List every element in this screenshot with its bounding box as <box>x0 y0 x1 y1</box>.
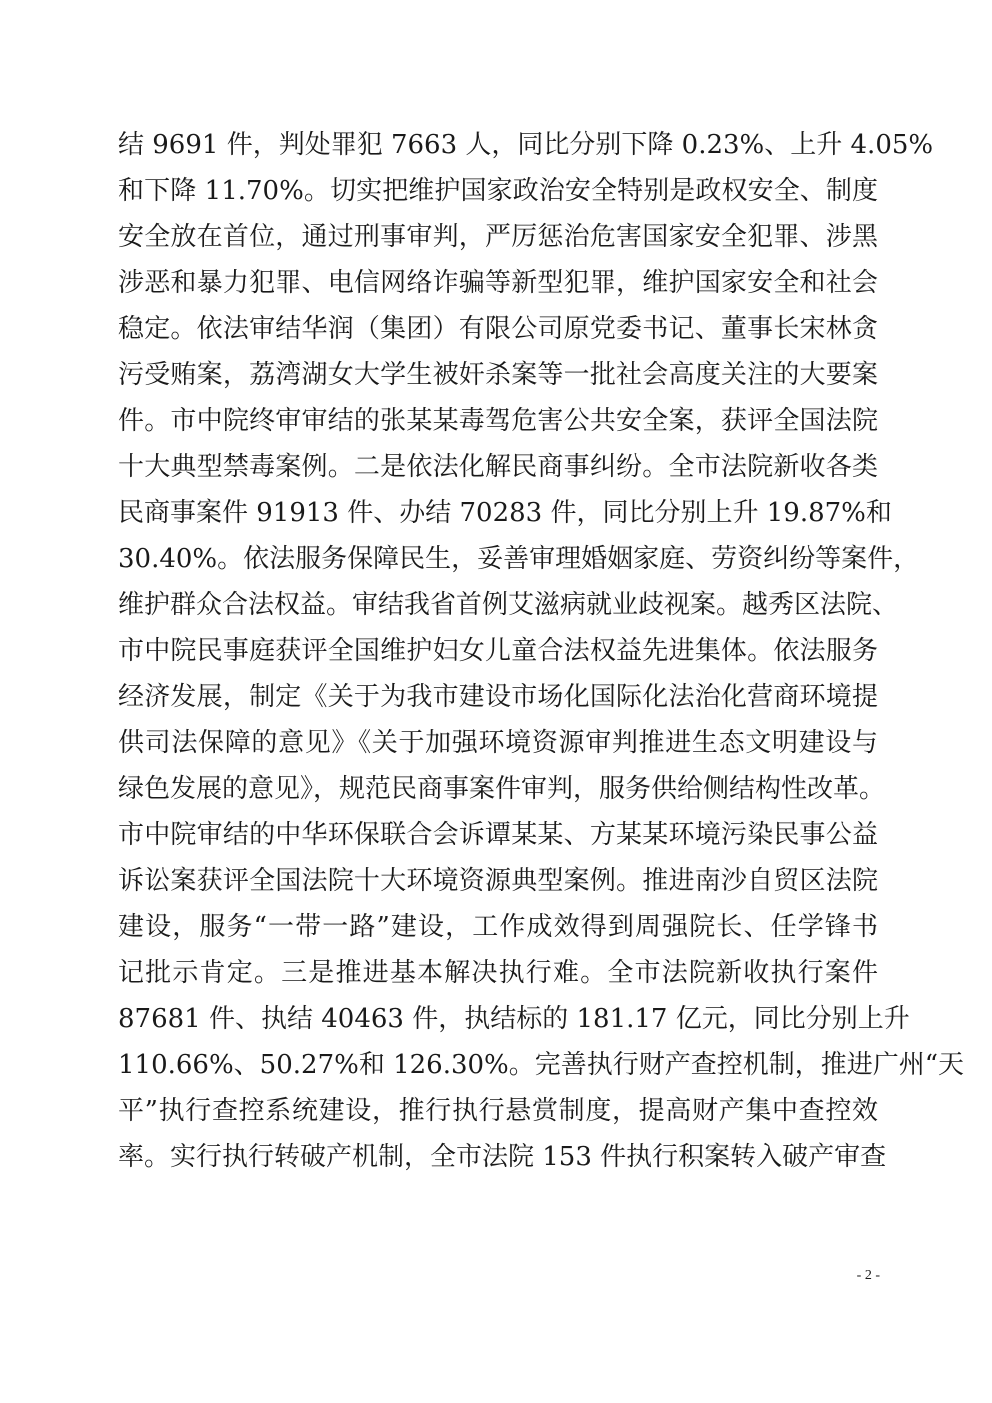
text-line-8: 十大典型禁毒案例。二是依法化解民商事纠纷。全市法院新收各类 <box>118 452 878 482</box>
text-line-21: 110.66%、50.27%和 126.30%。完善执行财产查控机制，推进广州“天 <box>118 1050 965 1080</box>
text-line-20: 87681 件、执结 40463 件，执结标的 181.17 亿元，同比分别上升 <box>118 1004 910 1034</box>
body-paragraph <box>118 122 965 1180</box>
text-line-2: 和下降 11.70%。切实把维护国家政治安全特别是政权安全、制度 <box>118 176 878 206</box>
text-line-19: 记批示肯定。三是推进基本解决执行难。全市法院新收执行案件 <box>118 958 878 988</box>
page-number: - 2 - <box>856 1268 880 1283</box>
text-line-7: 件。市中院终审审结的张某某毒驾危害公共安全案，获评全国法院 <box>118 406 878 436</box>
text-line-18: 建设，服务“一带一路”建设，工作成效得到周强院长、任学锋书 <box>118 912 878 942</box>
text-line-15: 绿色发展的意见》，规范民商事案件审判，服务供给侧结构性改革。 <box>118 774 886 804</box>
text-line-14: 供司法保障的意见》《关于加强环境资源审判推进生态文明建设与 <box>118 728 878 758</box>
text-line-23: 率。实行执行转破产机制，全市法院 153 件执行积案转入破产审查 <box>118 1142 887 1172</box>
text-line-12: 市中院民事庭获评全国维护妇女儿童合法权益先进集体。依法服务 <box>118 636 878 666</box>
text-line-9: 民商事案件 91913 件、办结 70283 件，同比分别上升 19.87%和 <box>118 498 892 528</box>
text-line-11: 维护群众合法权益。审结我省首例艾滋病就业歧视案。越秀区法院、 <box>118 590 899 620</box>
text-line-1: 结 9691 件，判处罪犯 7663 人，同比分别下降 0.23%、上升 4.05% <box>118 130 934 160</box>
text-line-6: 污受贿案，荔湾湖女大学生被奸杀案等一批社会高度关注的大要案 <box>118 360 878 390</box>
text-line-10: 30.40%。依法服务保障民生，妥善审理婚姻家庭、劳资纠纷等案件， <box>118 544 920 574</box>
text-line-13: 经济发展，制定《关于为我市建设市场化国际化法治化营商环境提 <box>118 682 878 712</box>
text-line-5: 稳定。依法审结华润（集团）有限公司原党委书记、董事长宋林贪 <box>118 314 878 344</box>
text-line-22: 平”执行查控系统建设，推行执行悬赏制度，提高财产集中查控效 <box>118 1096 878 1126</box>
text-line-17: 诉讼案获评全国法院十大环境资源典型案例。推进南沙自贸区法院 <box>118 866 878 896</box>
text-line-16: 市中院审结的中华环保联合会诉谭某某、方某某环境污染民事公益 <box>118 820 878 850</box>
text-line-4: 涉恶和暴力犯罪、电信网络诈骗等新型犯罪，维护国家安全和社会 <box>118 268 878 298</box>
text-line-3: 安全放在首位，通过刑事审判，严厉惩治危害国家安全犯罪、涉黑 <box>118 222 878 252</box>
